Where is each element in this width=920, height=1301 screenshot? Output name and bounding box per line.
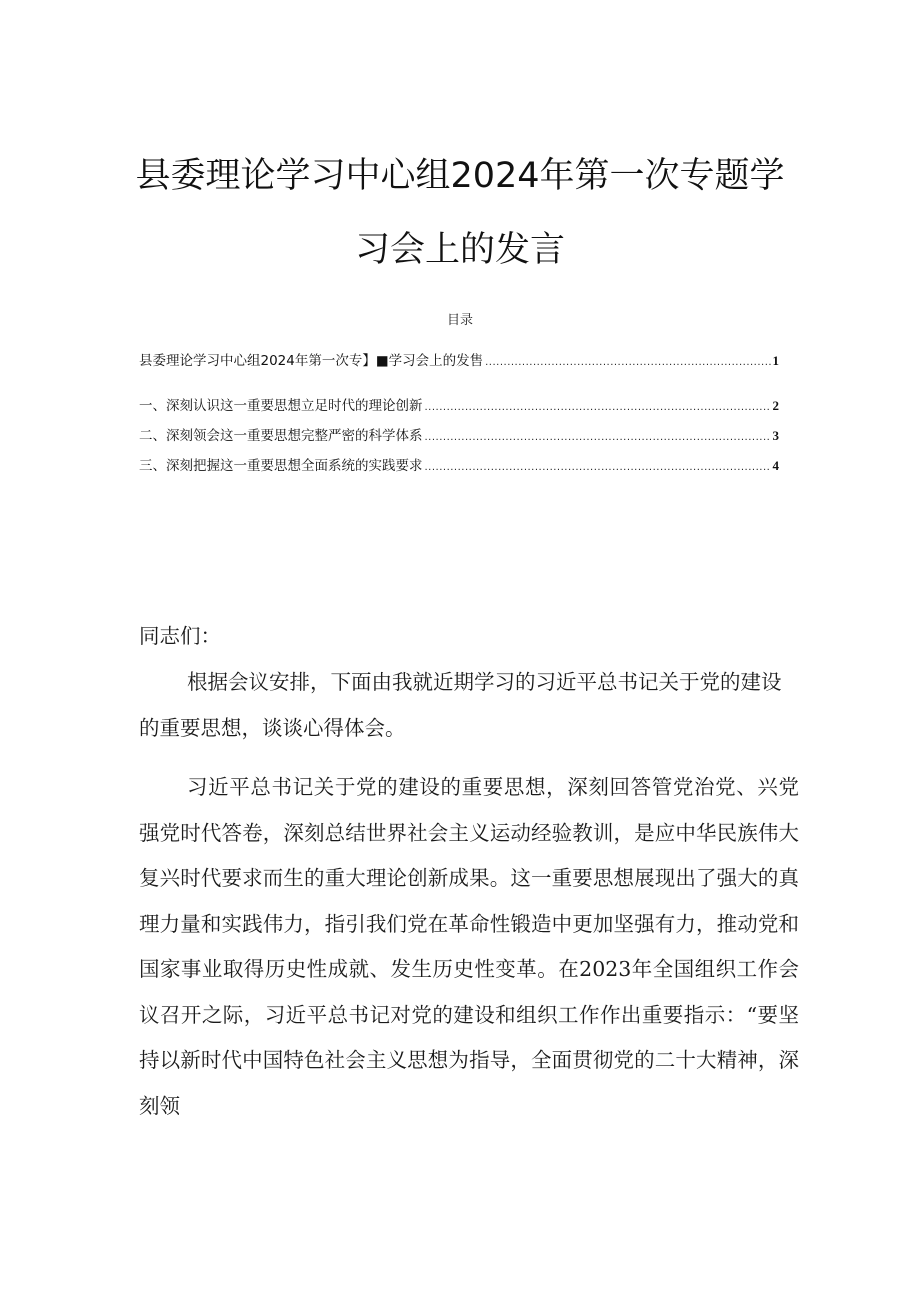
toc-entry-page: 3 <box>772 428 779 443</box>
toc-entry-text: 一、深刻认识这一重要思想立足时代的理论创新 <box>139 398 423 414</box>
toc-entry[interactable] <box>139 454 779 474</box>
toc-heading: 目录 <box>446 313 473 328</box>
toc-leader-dots <box>425 402 771 413</box>
toc-leader-dots <box>425 462 771 473</box>
toc-entry[interactable] <box>139 349 779 369</box>
toc-leader-dots <box>425 432 771 443</box>
toc-entry-page: 4 <box>772 458 779 473</box>
toc-leader-dots <box>485 357 770 368</box>
toc-entry-page: 2 <box>772 398 779 413</box>
toc-entry-text: 二、深刻领会这一重要思想完整严密的科学体系 <box>139 428 423 444</box>
body-paragraph: 习近平总书记关于党的建设的重要思想，深刻回答管党治党、兴党强党时代答卷，深刻总结世界社会主义运动经验教训，是应中华民族伟大复兴时代要求而生的重大理论创新成果。这一重要思想展现出了强大的真理力量和实践伟力，指引我们党在革命性锻造中更加坚强有力，推动党和国家事业取得历史性成就、发生历史性变革。在2023年全国组织工作会议召开之际，习近平总书记对党的建设和组织工作作出重要指示：“要坚持以新时代中国特色社会主义思想为指导，全面贯彻党的二十大精神，深刻领 <box>139 775 799 1118</box>
document-title-line-2: 习会上的发言 <box>354 230 565 270</box>
toc-entry[interactable] <box>139 424 779 444</box>
salutation: 同志们： <box>139 624 221 648</box>
body-paragraph: 根据会议安排，下面由我就近期学习的习近平总书记关于党的建设的重要思想，谈谈心得体会。 <box>139 670 782 740</box>
toc-entry[interactable] <box>139 394 779 414</box>
toc-entry-text: 三、深刻把握这一重要思想全面系统的实践要求 <box>139 458 423 474</box>
document-title-line-1: 县委理论学习中心组2024年第一次专题学 <box>135 156 785 196</box>
toc-entry-text: 县委理论学习中心组2024年第一次专】■学习会上的发售 <box>139 353 484 369</box>
toc-entry-page: 1 <box>772 353 779 368</box>
